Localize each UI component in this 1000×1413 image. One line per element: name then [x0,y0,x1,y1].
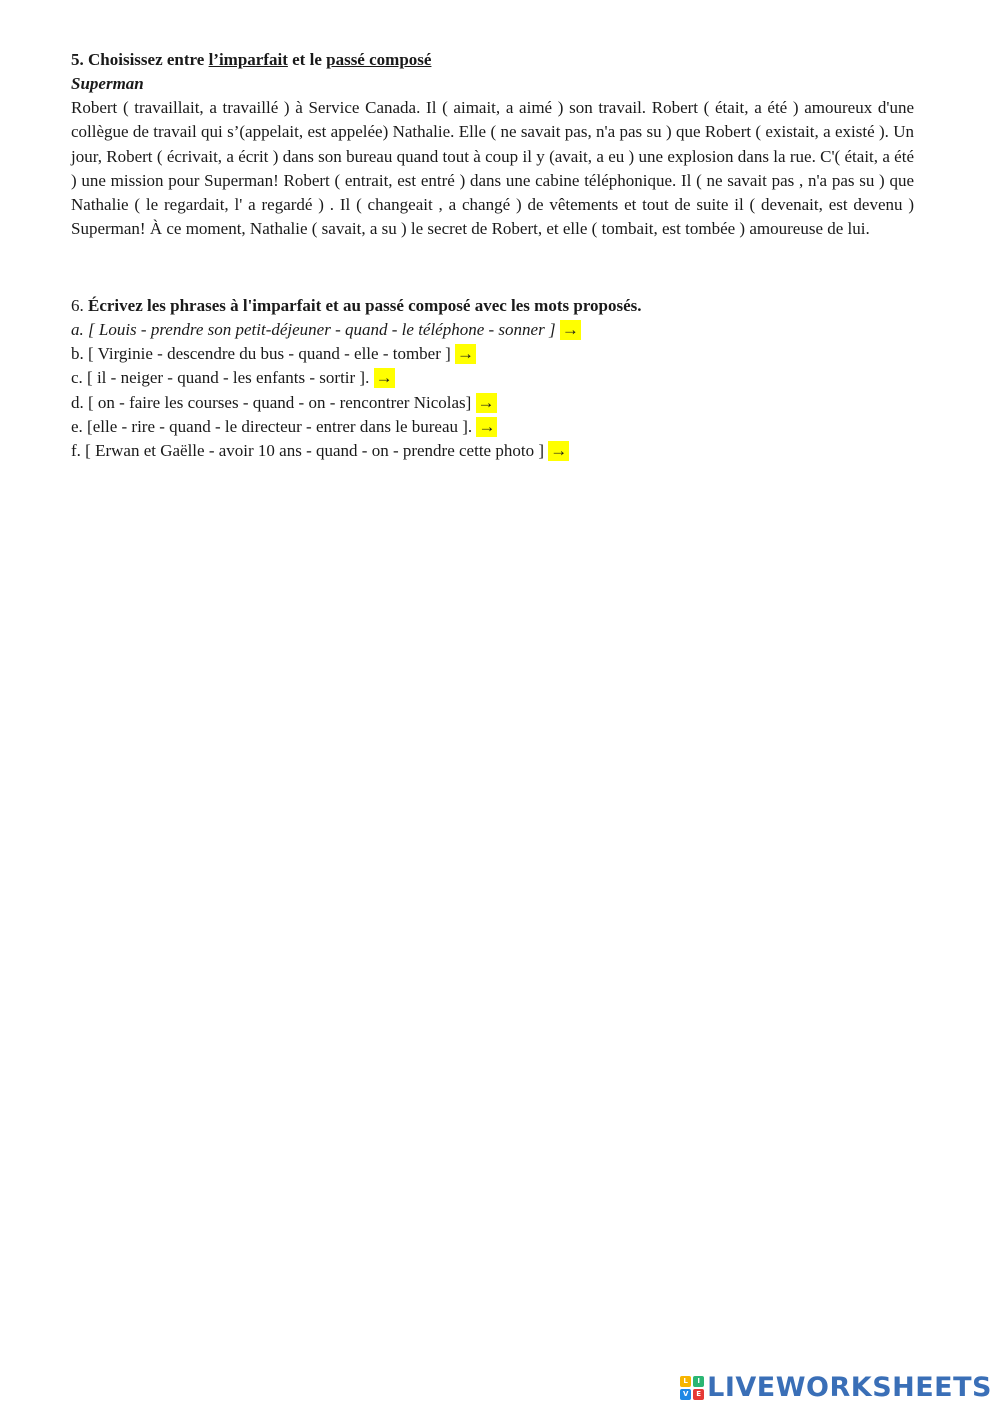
list-item [71,366,914,390]
story-title: Superman [71,74,144,93]
option-imparfait: l’imparfait [208,50,288,69]
answer-arrow-icon[interactable]: → [375,368,393,388]
logo-text: LIVEWORKSHEETS [707,1372,992,1403]
prompt-text: c. [ il - neiger - quand - les enfants - sortir ]. [71,368,370,388]
liveworksheets-logo [680,1372,992,1403]
prompt-text: a. [ Louis - prendre son petit-déjeuner - quand - le téléphone - sonner ] [71,319,556,339]
exercise-5-title [71,48,914,72]
logo-letter: E [693,1389,704,1400]
prompt-text: b. [ Virginie - descendre du bus - quand - elle - tomber ] [71,344,451,364]
option-passe-compose: passé composé [326,50,432,69]
exercise-6-instruction: Écrivez les phrases à l'imparfait et au passé composé avec les mots proposés. [88,295,642,315]
exercise-5-conj: et le [292,50,322,69]
answer-arrow-icon[interactable]: → [550,441,568,461]
exercise-6-number: 6. [71,295,84,315]
answer-arrow-icon[interactable]: → [478,416,496,436]
prompt-text: e. [elle - rire - quand - le directeur - entrer dans le bureau ]. [71,416,473,436]
prompt-text: f. [ Erwan et Gaëlle - avoir 10 ans - quand - on - prendre cette photo ] [71,441,544,461]
prompt-text: d. [ on - faire les courses - quand - on - rencontrer Nicolas] [71,392,472,412]
logo-letter: I [693,1376,704,1387]
story-paragraph: Robert ( travaillait, a travaillé ) à Service Canada. Il ( aimait, a aimé ) son travail. Robert ( était, a été ) amoureux d'une collègue de travail qui s’(appelait, est appelée) Nathalie. Elle ( ne savait pas, n'a pas su ) que Robert ( existait, a existé ). Un jour, Robert ( écrivait, a écrit ) dans son bureau quand tout à coup il y (avait, a eu ) une explosion dans la rue. C'( était, a été ) une mission pour Superman! Robert ( entrait, est entré ) dans une cabine téléphonique. Il ( ne savait pas , n'a pas su ) que Nathalie ( le regardait, l' a regardé ) . Il ( changeait , a changé ) de vêtements et tout de suite il ( devenait, est devenu ) Superman! À ce moment, Nathalie ( savait, a su ) le secret de Robert, et elle ( tombait, est tombée ) amoureuse de lui. [71,98,914,239]
logo-letter: L [680,1376,691,1387]
list-item [71,318,914,342]
list-item [71,391,914,415]
answer-arrow-icon[interactable]: → [561,319,579,339]
list-item [71,439,914,463]
list-item [71,342,914,366]
exercise-6-title [71,294,914,318]
logo-letter: V [680,1389,691,1400]
logo-mark-icon [680,1376,704,1400]
exercise-5-prefix: Choisissez entre [88,50,205,69]
list-item [71,415,914,439]
worksheet-page [71,48,914,464]
exercise-6-list [71,318,914,464]
exercise-5-number: 5. [71,50,84,69]
answer-arrow-icon[interactable]: → [457,344,475,364]
answer-arrow-icon[interactable]: → [477,392,495,412]
